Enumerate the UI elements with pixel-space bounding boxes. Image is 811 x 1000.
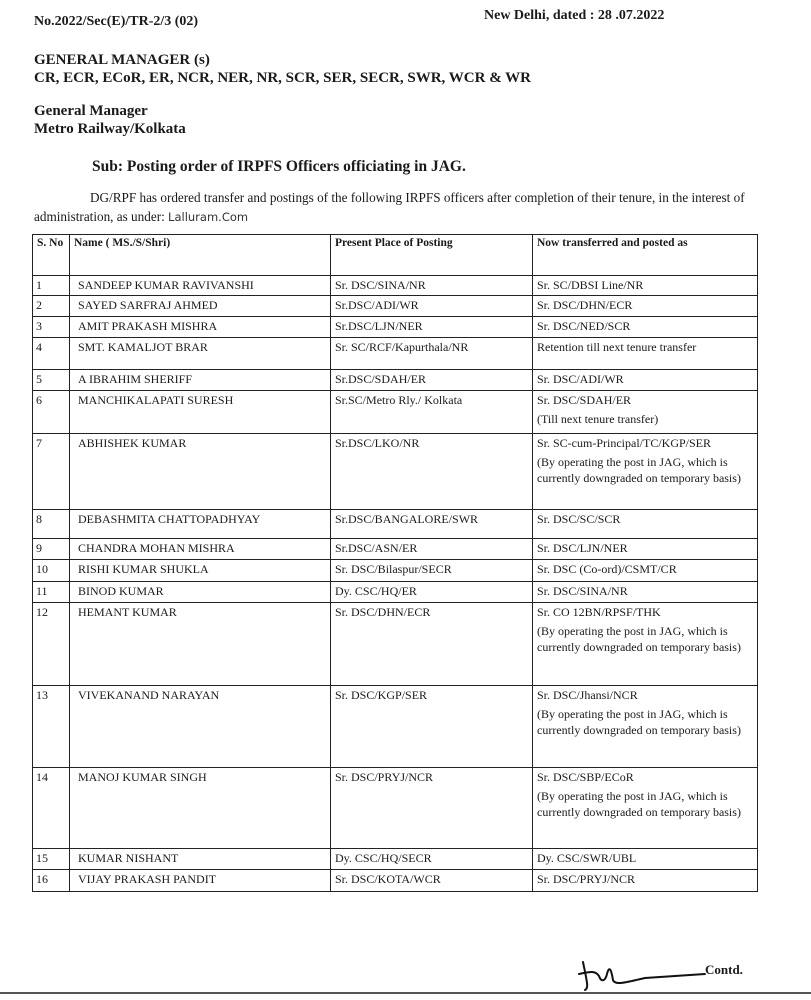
table-row — [33, 317, 758, 338]
cell-present-posting: Sr. SC/RCF/Kapurthala/NR — [331, 338, 533, 370]
signature-mark — [575, 952, 715, 992]
cell-present-posting: Sr.DSC/BANGALORE/SWR — [331, 510, 533, 539]
posted-as-text: Sr. DSC/SDAH/ER — [537, 393, 632, 407]
postings-table — [32, 234, 758, 892]
cell-sno: 14 — [33, 768, 70, 849]
posted-as-text: Dy. CSC/SWR/UBL — [537, 851, 637, 865]
cell-present-posting: Sr. DSC/PRYJ/NCR — [331, 768, 533, 849]
posted-as-text: Sr. DSC/SBP/ECoR — [537, 770, 634, 784]
place-and-date: New Delhi, dated : 28 .07.2022 — [484, 8, 665, 23]
posted-as-text: Retention till next tenure transfer — [537, 340, 697, 354]
cell-sno: 9 — [33, 539, 70, 560]
addressee-block-2 — [34, 102, 186, 138]
cell-present-posting: Sr. DSC/SINA/NR — [331, 276, 533, 296]
cell-present-posting: Sr.DSC/LJN/NER — [331, 317, 533, 338]
cell-present-posting: Sr. DSC/Bilaspur/SECR — [331, 560, 533, 582]
cell-name: SANDEEP KUMAR RAVIVANSHI — [70, 276, 331, 296]
cell-name: ABHISHEK KUMAR — [70, 434, 331, 510]
cell-transferred-to — [533, 768, 758, 849]
subject-line: Sub: Posting order of IRPFS Officers officiating in JAG. — [92, 158, 466, 175]
table-row — [33, 768, 758, 849]
cell-transferred-to — [533, 603, 758, 686]
table-row — [33, 849, 758, 870]
cell-sno: 11 — [33, 582, 70, 603]
posting-note: (By operating the post in JAG, which is currently downgraded on temporary basis) — [537, 455, 741, 485]
cell-sno: 8 — [33, 510, 70, 539]
posting-note: (By operating the post in JAG, which is currently downgraded on temporary basis) — [537, 789, 741, 819]
cell-transferred-to — [533, 686, 758, 768]
cell-present-posting: Sr.SC/Metro Rly./ Kolkata — [331, 391, 533, 434]
cell-name: SMT. KAMALJOT BRAR — [70, 338, 331, 370]
addressee-line: Metro Railway/Kolkata — [34, 121, 186, 137]
table-row — [33, 539, 758, 560]
cell-name: A IBRAHIM SHERIFF — [70, 370, 331, 391]
cell-transferred-to — [533, 338, 758, 370]
cell-present-posting: Sr.DSC/ADI/WR — [331, 296, 533, 317]
posted-as-text: Sr. SC/DBSI Line/NR — [537, 278, 644, 292]
posted-as-text: Sr. DSC (Co-ord)/CSMT/CR — [537, 562, 677, 576]
cell-sno: 15 — [33, 849, 70, 870]
watermark-text: Lalluram.Com — [168, 210, 249, 224]
table-row — [33, 434, 758, 510]
cell-name: RISHI KUMAR SHUKLA — [70, 560, 331, 582]
table-row — [33, 686, 758, 768]
table-body — [33, 276, 758, 892]
table-row — [33, 370, 758, 391]
table-row — [33, 582, 758, 603]
cell-name: AMIT PRAKASH MISHRA — [70, 317, 331, 338]
table-row — [33, 510, 758, 539]
cell-sno: 12 — [33, 603, 70, 686]
cell-present-posting: Sr.DSC/ASN/ER — [331, 539, 533, 560]
addressee-line: General Manager — [34, 103, 148, 119]
cell-transferred-to — [533, 870, 758, 892]
cell-name: VIVEKANAND NARAYAN — [70, 686, 331, 768]
cell-transferred-to — [533, 849, 758, 870]
cell-transferred-to — [533, 539, 758, 560]
col-header-sno: S. No — [33, 235, 70, 276]
cell-transferred-to — [533, 276, 758, 296]
table-header-row — [33, 235, 758, 276]
bottom-edge-rule — [0, 992, 811, 994]
table-row — [33, 560, 758, 582]
cell-transferred-to — [533, 296, 758, 317]
posting-note: (Till next tenure transfer) — [537, 412, 659, 426]
posted-as-text: Sr. DSC/NED/SCR — [537, 319, 631, 333]
cell-sno: 2 — [33, 296, 70, 317]
cell-transferred-to — [533, 434, 758, 510]
cell-present-posting: Sr.DSC/SDAH/ER — [331, 370, 533, 391]
col-header-name: Name ( MS./S/Shri) — [70, 235, 331, 276]
posted-as-text: Sr. DSC/ADI/WR — [537, 372, 624, 386]
reference-number: No.2022/Sec(E)/TR-2/3 (02) — [34, 14, 199, 29]
posted-as-text: Sr. DSC/DHN/ECR — [537, 298, 633, 312]
cell-sno: 1 — [33, 276, 70, 296]
cell-sno: 5 — [33, 370, 70, 391]
intro-paragraph — [34, 188, 754, 227]
posted-as-text: Sr. DSC/PRYJ/NCR — [537, 872, 636, 886]
cell-name: CHANDRA MOHAN MISHRA — [70, 539, 331, 560]
cell-sno: 16 — [33, 870, 70, 892]
intro-text: DG/RPF has ordered transfer and postings of the following IRPFS officers after completion of their tenure, in the interest of administration, as under: — [34, 190, 745, 224]
posted-as-text: Sr. SC-cum-Principal/TC/KGP/SER — [537, 436, 712, 450]
cell-sno: 6 — [33, 391, 70, 434]
posted-as-text: Sr. CO 12BN/RPSF/THK — [537, 605, 661, 619]
table-row — [33, 338, 758, 370]
cell-name: BINOD KUMAR — [70, 582, 331, 603]
continued-label: Contd. — [705, 962, 743, 977]
cell-present-posting: Sr. DSC/KGP/SER — [331, 686, 533, 768]
posting-note: (By operating the post in JAG, which is currently downgraded on temporary basis) — [537, 707, 741, 737]
cell-present-posting: Dy. CSC/HQ/SECR — [331, 849, 533, 870]
cell-name: SAYED SARFRAJ AHMED — [70, 296, 331, 317]
cell-name: VIJAY PRAKASH PANDIT — [70, 870, 331, 892]
col-header-present-posting: Present Place of Posting — [331, 235, 533, 276]
table-row — [33, 276, 758, 296]
posted-as-text: Sr. DSC/SC/SCR — [537, 512, 621, 526]
cell-present-posting: Sr.DSC/LKO/NR — [331, 434, 533, 510]
addressee-line: CR, ECR, ECoR, ER, NCR, NER, NR, SCR, SER, SECR, SWR, WCR & WR — [34, 70, 531, 86]
cell-sno: 10 — [33, 560, 70, 582]
cell-sno: 4 — [33, 338, 70, 370]
cell-name: HEMANT KUMAR — [70, 603, 331, 686]
cell-name: MANOJ KUMAR SINGH — [70, 768, 331, 849]
col-header-transferred-to: Now transferred and posted as — [533, 235, 758, 276]
cell-sno: 13 — [33, 686, 70, 768]
table-row — [33, 296, 758, 317]
cell-sno: 7 — [33, 434, 70, 510]
cell-transferred-to — [533, 317, 758, 338]
cell-transferred-to — [533, 582, 758, 603]
cell-present-posting: Sr. DSC/DHN/ECR — [331, 603, 533, 686]
cell-sno: 3 — [33, 317, 70, 338]
cell-name: KUMAR NISHANT — [70, 849, 331, 870]
table-row — [33, 391, 758, 434]
posted-as-text: Sr. DSC/SINA/NR — [537, 584, 628, 598]
cell-name: DEBASHMITA CHATTOPADHYAY — [70, 510, 331, 539]
cell-present-posting: Dy. CSC/HQ/ER — [331, 582, 533, 603]
cell-transferred-to — [533, 391, 758, 434]
addressee-line: GENERAL MANAGER (s) — [34, 52, 210, 68]
cell-transferred-to — [533, 560, 758, 582]
cell-name: MANCHIKALAPATI SURESH — [70, 391, 331, 434]
table-row — [33, 870, 758, 892]
addressee-block-1 — [34, 51, 531, 87]
cell-present-posting: Sr. DSC/KOTA/WCR — [331, 870, 533, 892]
posted-as-text: Sr. DSC/Jhansi/NCR — [537, 688, 638, 702]
table-row — [33, 603, 758, 686]
posting-note: (By operating the post in JAG, which is currently downgraded on temporary basis) — [537, 624, 741, 654]
cell-transferred-to — [533, 370, 758, 391]
cell-transferred-to — [533, 510, 758, 539]
posted-as-text: Sr. DSC/LJN/NER — [537, 541, 628, 555]
